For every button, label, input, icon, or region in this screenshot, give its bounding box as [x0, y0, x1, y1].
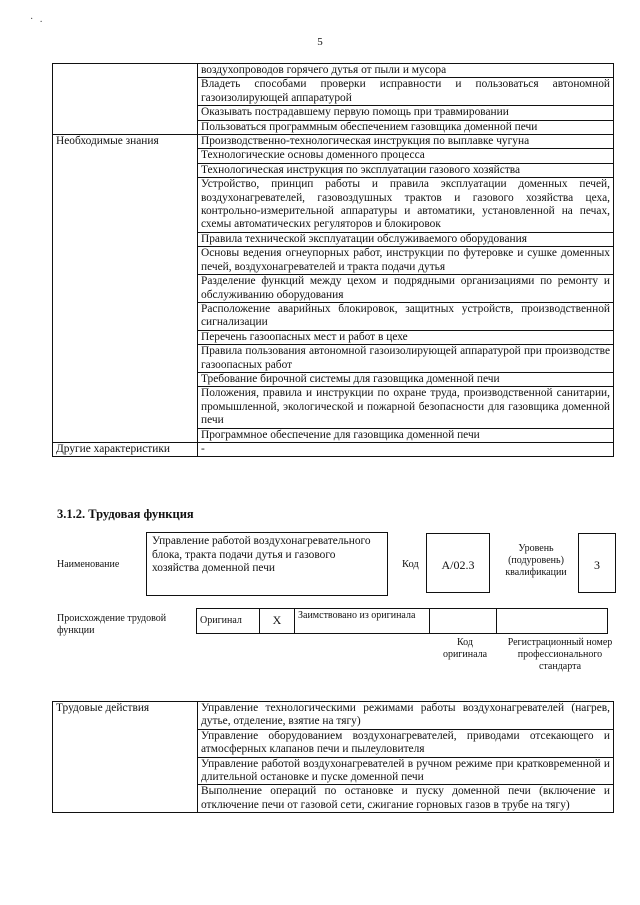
knowledge-item: Правила технической эксплуатации обслуживаемого оборудования [198, 232, 614, 246]
knowledge-item: Разделение функций между цехом и подрядными организациями по ремонту и обслуживанию оборудования [198, 275, 614, 303]
table-cell: Оказывать пострадавшему первую помощь при травмировании [198, 106, 614, 120]
table-cell: Пользоваться программным обеспечением газовщика доменной печи [198, 120, 614, 134]
row-label-cell [53, 64, 198, 135]
action-item: Управление оборудованием воздухонагревателей, приводами отсекающего и атмосферных клапанов печи и пылеуловителя [198, 729, 614, 757]
knowledge-item: Положения, правила и инструкции по охране труда, производственной санитарии, промышленной, экологической и пожарной безопасности для газовщика доменной печи [198, 387, 614, 428]
knowledge-item: Перечень газоопасных мест и работ в цехе [198, 330, 614, 344]
knowledge-item: Технологические основы доменного процесса [198, 149, 614, 163]
borrowed-label: Заимствовано из оригинала [295, 609, 430, 634]
code-label: Код [402, 559, 419, 570]
table-row [53, 702, 614, 730]
action-item: Управление работой воздухонагревателей в ручном режиме при кратковременной и длительной остановке и пуске доменной печи [198, 757, 614, 785]
page-number: 5 [317, 36, 323, 48]
origin-code-cell [430, 609, 497, 634]
reg-number-cell [497, 609, 608, 634]
table-row [53, 135, 614, 149]
table-row [53, 442, 614, 456]
table-row [197, 609, 608, 634]
reg-caption: Регистрационный номер профессионального стандарта [507, 637, 613, 672]
other-characteristics-label: Другие характеристики [53, 442, 198, 456]
knowledge-item: Правила пользования автономной газоизолирующей аппаратурой при производстве газоопасных работ [198, 345, 614, 373]
knowledge-item: Основы ведения огнеупорных работ, инструкции по футеровке и сушке доменных печей, воздухонагревателей и тракта подачи дутья [198, 247, 614, 275]
knowledge-item: Производственно-технологическая инструкция по выплавке чугуна [198, 135, 614, 149]
origin-table [196, 608, 608, 634]
name-label: Наименование [57, 559, 120, 570]
function-name-box: Управление работой воздухонагревательного блока, тракта подачи дутья и газового хозяйства доменной печи [146, 532, 388, 596]
level-label: Уровень (подуровень) квалификации [505, 543, 567, 578]
knowledge-item: Расположение аварийных блокировок, защитных устройств, производственной сигнализации [198, 302, 614, 330]
table-cell: Владеть способами проверки исправности и пользоваться автономной газоизолирующей аппаратурой [198, 78, 614, 106]
code-caption: Код оригинала [442, 637, 488, 660]
action-item: Управление технологическими режимами работы воздухонагревателей (нагрев, дутье, отделение, взятие на тягу) [198, 702, 614, 730]
knowledge-label: Необходимые знания [53, 135, 198, 443]
labor-actions-label: Трудовые действия [53, 702, 198, 813]
level-box: 3 [578, 533, 616, 593]
knowledge-item: Требование бирочной системы для газовщика доменной печи [198, 372, 614, 386]
original-label: Оригинал [197, 609, 260, 634]
original-mark: X [260, 609, 295, 634]
table-cell: воздухопроводов горячего дутья от пыли и мусора [198, 64, 614, 78]
origin-label: Происхождение трудовой функции [57, 613, 167, 636]
action-item: Выполнение операций по остановке и пуску доменной печи (включение и отключение печи от газовой сети, сжигание горновых газов в трубе на тягу) [198, 785, 614, 813]
knowledge-item: Устройство, принцип работы и правила эксплуатации доменных печей, воздухонагревателей, газовоздушных трактов и газового хозяйства цеха, контрольно-измерительной аппаратуры и автоматики, установленной на печах, схемы автоматических регуляторов и блокировок [198, 178, 614, 233]
scan-marks: · . [30, 14, 45, 25]
knowledge-item: Программное обеспечение для газовщика доменной печи [198, 428, 614, 442]
skills-knowledge-table [52, 63, 614, 457]
code-box: А/02.3 [426, 533, 490, 593]
knowledge-item: Технологическая инструкция по эксплуатации газового хозяйства [198, 163, 614, 177]
section-title: 3.1.2. Трудовая функция [57, 507, 194, 521]
labor-actions-table [52, 701, 614, 813]
other-characteristics-value: - [198, 442, 614, 456]
table-row [53, 64, 614, 78]
